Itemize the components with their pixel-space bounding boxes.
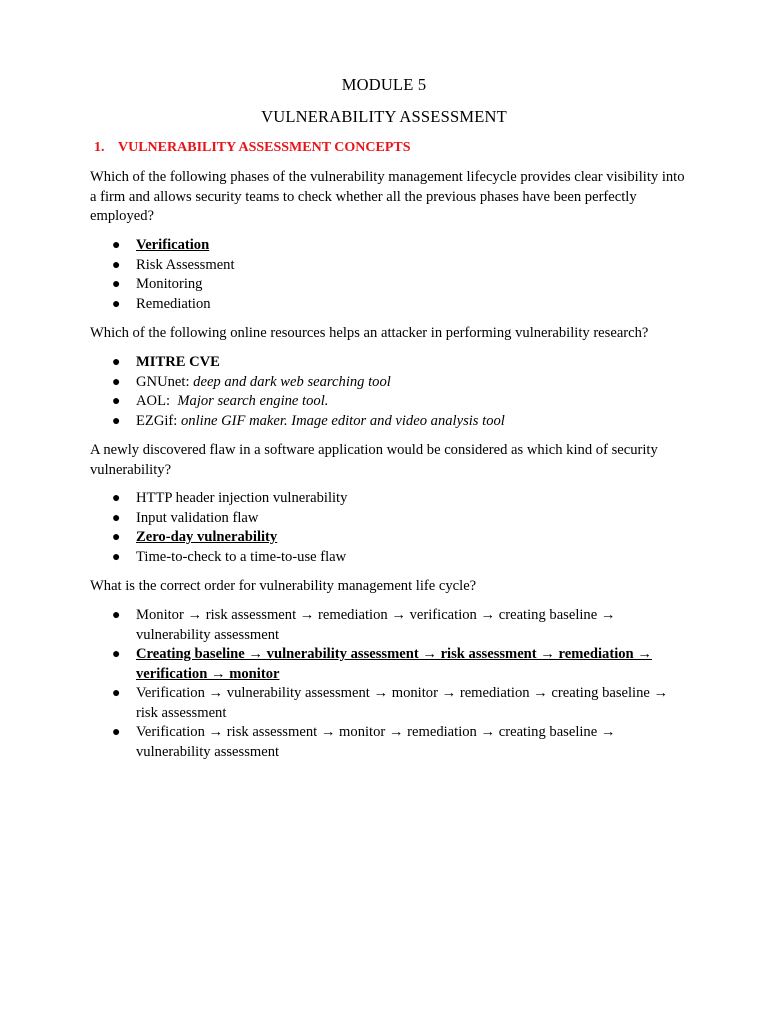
list-item	[0, 373, 768, 393]
list-item	[0, 509, 768, 529]
option-label: EZGif:	[136, 412, 178, 429]
list-item	[0, 275, 768, 295]
correct-answer: Zero-day vulnerability	[136, 529, 278, 545]
option-label: Verification → risk assessment → monitor → remediation → creating baseline → vulnerability assessment	[136, 724, 616, 760]
question-2-options	[0, 353, 768, 431]
list-item	[0, 548, 768, 568]
question-1-text: Which of the following phases of the vulnerability management lifecycle provides clear visibility into a firm and allows security teams to check whether all the previous phases have been perfectly employed?	[90, 169, 685, 224]
list-item	[0, 489, 768, 509]
option-label: Remediation	[136, 295, 211, 312]
module-title: VULNERABILITY ASSESSMENT	[261, 107, 507, 126]
list-item	[0, 684, 768, 723]
correct-answer: Verification	[136, 237, 210, 253]
option-label: Monitoring	[136, 276, 203, 292]
option-label: Input validation flaw	[136, 509, 259, 526]
list-item	[0, 295, 768, 315]
bullet-icon: ●	[112, 725, 121, 740]
list-item	[0, 353, 768, 373]
list-item	[0, 392, 768, 412]
bullet-icon: ●	[112, 355, 121, 370]
list-item	[0, 645, 768, 684]
list-item	[0, 723, 768, 762]
section-heading	[94, 140, 411, 156]
section-number: 1.	[94, 140, 105, 155]
section-heading-text: VULNERABILITY ASSESSMENT CONCEPTS	[118, 140, 411, 155]
bullet-icon: ●	[112, 257, 121, 273]
option-label: GNUnet:	[136, 373, 190, 390]
list-item	[0, 412, 768, 432]
option-label: Time-to-check to a time-to-use flaw	[136, 548, 347, 565]
list-item	[0, 236, 768, 256]
list-item	[0, 528, 768, 548]
option-description: online GIF maker. Image editor and video analysis tool	[181, 412, 505, 429]
bullet-icon: ●	[112, 413, 121, 429]
bullet-icon: ●	[112, 647, 121, 662]
bullet-icon: ●	[112, 277, 121, 292]
option-label: HTTP header injection vulnerability	[136, 490, 348, 506]
bullet-icon: ●	[112, 608, 121, 623]
bullet-icon: ●	[112, 510, 121, 526]
list-item	[0, 256, 768, 276]
question-3-text: A newly discovered flaw in a software application would be considered as which kind of security vulnerability?	[90, 442, 658, 478]
question-3-options	[0, 489, 768, 567]
question-4-text: What is the correct order for vulnerability management life cycle?	[90, 578, 477, 594]
question-4-options	[0, 606, 768, 762]
bullet-icon: ●	[112, 394, 121, 409]
option-description: Major search engine tool.	[177, 393, 329, 409]
bullet-icon: ●	[112, 549, 121, 565]
bullet-icon: ●	[112, 374, 121, 390]
bullet-icon: ●	[112, 686, 121, 701]
correct-answer: Creating baseline → vulnerability assessment → risk assessment → remediation → verification → monitor	[136, 646, 652, 682]
bullet-icon: ●	[112, 491, 121, 506]
bullet-icon: ●	[112, 296, 121, 312]
module-number: MODULE 5	[341, 75, 427, 94]
bullet-icon: ●	[112, 530, 121, 545]
option-description: deep and dark web searching tool	[193, 373, 391, 390]
correct-answer: MITRE CVE	[136, 354, 220, 370]
option-label: AOL:	[136, 393, 171, 409]
question-1-options	[0, 236, 768, 314]
question-2-text: Which of the following online resources helps an attacker in performing vulnerability research?	[90, 325, 649, 341]
option-label: Risk Assessment	[136, 256, 235, 273]
option-label: Verification → vulnerability assessment → monitor → remediation → creating baseline → risk assessment	[136, 685, 669, 721]
list-item	[0, 606, 768, 645]
bullet-icon: ●	[112, 238, 121, 253]
option-label: Monitor → risk assessment → remediation → verification → creating baseline → vulnerability assessment	[136, 607, 616, 643]
